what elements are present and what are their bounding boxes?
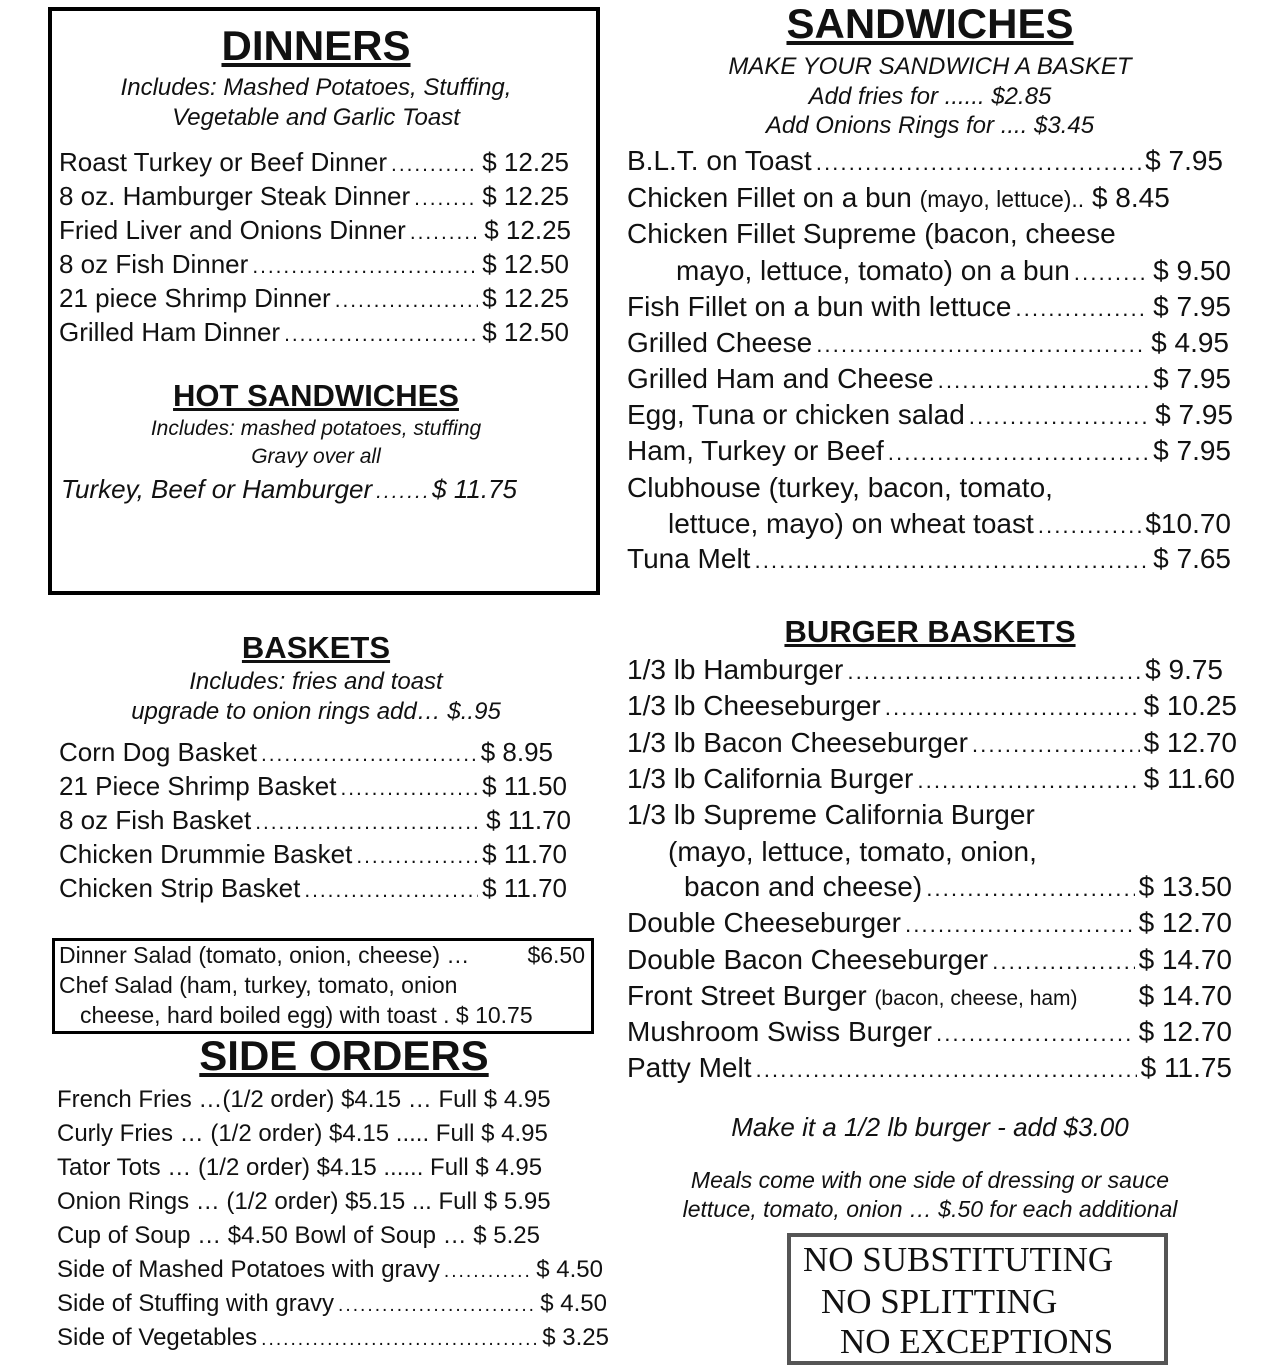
half-lb-note: Make it a 1/2 lb burger - add $3.00 <box>731 1112 1129 1142</box>
menu-item: Turkey, Beef or Hamburger ..... $ 11.75 <box>61 474 555 505</box>
meals-note-1: Meals come with one side of dressing or sauce <box>690 1167 1170 1193</box>
policy-line: NO SUBSTITUTING <box>803 1240 1114 1279</box>
menu-item: 21 piece Shrimp Dinner ..... $ 12.25 <box>59 283 569 314</box>
side-order-item: Side of Vegetables ..... $ 3.25 <box>57 1324 609 1352</box>
dinners-title: DINNERS <box>221 22 411 69</box>
side-order-item: Onion Rings … (1/2 order) $5.15 ... Full $ 5.95 <box>57 1188 551 1215</box>
side-orders-title: SIDE ORDERS <box>199 1032 489 1079</box>
menu-item: mayo, lettuce, tomato) on a bun ..... $ 9.50 <box>676 255 1231 287</box>
meals-note-2: lettuce, tomato, onion … $.50 for each additional <box>682 1196 1178 1222</box>
side-order-item: Side of Mashed Potatoes with gravy ..... $ 4.50 <box>57 1256 603 1284</box>
side-order-item: Side of Stuffing with gravy ..... $ 4.50 <box>57 1290 607 1318</box>
menu-item-line: 1/3 lb Supreme California Burger <box>627 799 1035 830</box>
menu-item: lettuce, mayo) on wheat toast ..... $10.70 <box>668 508 1231 540</box>
hot-sandwiches-title: HOT SANDWICHES <box>173 378 459 413</box>
menu-item: Chicken Fillet on a bun (mayo, lettuce).. $ 8.45 <box>627 182 1170 213</box>
menu-item: Double Bacon Cheeseburger ..... $ 14.70 <box>627 944 1232 976</box>
baskets-subtitle-1: Includes: fries and toast <box>189 668 443 695</box>
menu-item: Grilled Cheese ..... $ 4.95 <box>627 327 1229 359</box>
menu-item: Mushroom Swiss Burger ..... $ 12.70 <box>627 1016 1232 1048</box>
baskets-subtitle-2: upgrade to onion rings add… $..95 <box>131 698 501 725</box>
menu-item-line: Clubhouse (turkey, bacon, tomato, <box>627 472 1053 503</box>
sandwiches-subtitle-3: Add Onions Rings for .... $3.45 <box>765 112 1095 139</box>
sandwiches-subtitle-2: Add fries for ...... $2.85 <box>808 83 1052 110</box>
salad-line: cheese, hard boiled egg) with toast . $ 10.75 <box>80 1002 533 1028</box>
dinners-subtitle-1: Includes: Mashed Potatoes, Stuffing, <box>120 74 512 101</box>
policy-line: NO SPLITTING <box>821 1282 1058 1321</box>
menu-item: Chicken Drummie Basket ..... $ 11.70 <box>59 839 567 870</box>
menu-item-line: (mayo, lettuce, tomato, onion, <box>668 836 1037 867</box>
menu-item-line: Chicken Fillet Supreme (bacon, cheese <box>627 218 1116 249</box>
sandwiches-subtitle-1: MAKE YOUR SANDWICH A BASKET <box>728 53 1132 80</box>
menu-item: Patty Melt ..... $ 11.75 <box>627 1052 1232 1084</box>
menu-item: Tuna Melt ..... $ 7.65 <box>627 543 1231 575</box>
menu-item: Grilled Ham and Cheese ..... $ 7.95 <box>627 363 1231 395</box>
side-order-item: Tator Tots … (1/2 order) $4.15 ...... Full $ 4.95 <box>57 1154 543 1181</box>
side-order-item: Curly Fries … (1/2 order) $4.15 ..... Full $ 4.95 <box>57 1120 548 1147</box>
sandwiches-title: SANDWICHES <box>786 0 1074 47</box>
menu-item: Front Street Burger (bacon, cheese, ham) $ 14.70 <box>627 980 1232 1011</box>
baskets-title: BASKETS <box>241 630 391 665</box>
menu-item: 21 Piece Shrimp Basket ..... $ 11.50 <box>59 771 567 802</box>
menu-item: Double Cheeseburger ..... $ 12.70 <box>627 907 1232 939</box>
menu-item: 1/3 lb California Burger ..... $ 11.60 <box>627 763 1235 795</box>
hot-sandwiches-subtitle-1: Includes: mashed potatoes, stuffing <box>150 417 482 440</box>
burger-baskets-title: BURGER BASKETS <box>784 614 1076 649</box>
hot-sandwiches-subtitle-2: Gravy over all <box>251 445 381 468</box>
menu-item: Chicken Strip Basket ..... $ 11.70 <box>59 873 567 904</box>
menu-item: 1/3 lb Cheeseburger ..... $ 10.25 <box>627 690 1237 722</box>
menu-item: 8 oz. Hamburger Steak Dinner ..... $ 12.25 <box>59 181 569 212</box>
salad-line: Chef Salad (ham, turkey, tomato, onion <box>59 972 458 998</box>
menu-item: Egg, Tuna or chicken salad ..... $ 7.95 <box>627 399 1233 431</box>
side-order-item: Cup of Soup … $4.50 Bowl of Soup … $ 5.25 <box>57 1222 540 1249</box>
menu-item: Roast Turkey or Beef Dinner ..... $ 12.25 <box>59 147 569 178</box>
menu-item: 8 oz Fish Basket ..... $ 11.70 <box>59 805 571 836</box>
menu-item: Dinner Salad (tomato, onion, cheese) … $6.50 <box>59 942 585 968</box>
menu-item: Grilled Ham Dinner ..... $ 12.50 <box>59 317 569 348</box>
policy-line: NO EXCEPTIONS <box>840 1322 1114 1361</box>
menu-item: B.L.T. on Toast ..... $ 7.95 <box>627 145 1223 177</box>
menu-item: 1/3 lb Bacon Cheeseburger ..... $ 12.70 <box>627 727 1237 759</box>
menu-item: Ham, Turkey or Beef ..... $ 7.95 <box>627 435 1231 467</box>
menu-item: Corn Dog Basket ..... $ 8.95 <box>59 737 553 768</box>
menu-item: bacon and cheese) ..... $ 13.50 <box>684 871 1232 903</box>
menu-item: Fish Fillet on a bun with lettuce ..... $ 7.95 <box>627 291 1231 323</box>
menu-item: 1/3 lb Hamburger ..... $ 9.75 <box>627 654 1223 686</box>
menu-item: Fried Liver and Onions Dinner ..... $ 12.25 <box>59 215 571 246</box>
dinners-subtitle-2: Vegetable and Garlic Toast <box>172 104 460 131</box>
side-order-item: French Fries …(1/2 order) $4.15 … Full $ 4.95 <box>57 1086 551 1113</box>
menu-item: 8 oz Fish Dinner ..... $ 12.50 <box>59 249 569 280</box>
